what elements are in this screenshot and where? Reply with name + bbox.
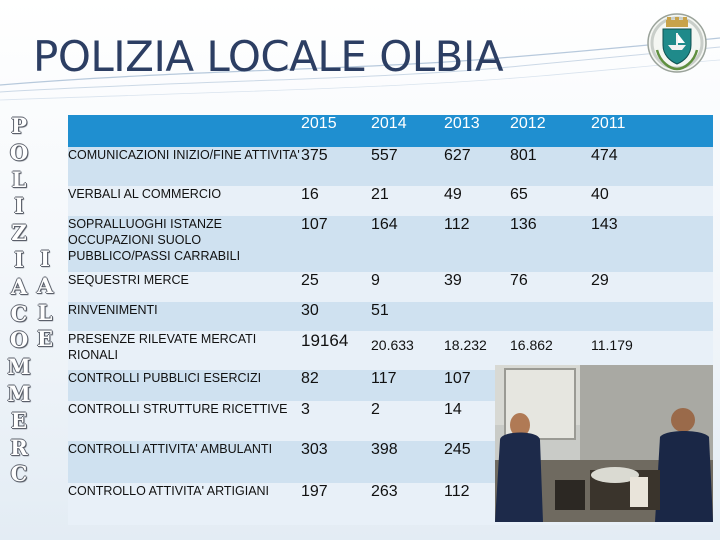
cell-value: 112 [444,216,470,233]
table-row [68,147,713,186]
cell-value: 16 [301,186,319,203]
side-letter: L [37,299,53,325]
cell-value: 40 [591,186,609,203]
cell-value: 303 [301,441,328,458]
cell-value: 21 [371,186,389,203]
cell-value: 20.633 [371,337,414,353]
cell-value: 76 [510,272,528,289]
cell-value: 801 [510,147,537,164]
side-letter: C [10,461,28,487]
side-title-column-1 [6,113,32,488]
municipal-crest-icon [646,12,708,74]
row-label: CONTROLLI STRUTTURE RICETTIVE [68,402,288,416]
cell-value: 25 [301,272,319,289]
side-letter: I [14,246,24,272]
cell-value: 39 [444,272,462,289]
cell-value: 11.179 [591,337,633,353]
cell-value: 136 [510,216,537,233]
cell-value: 117 [371,370,397,387]
side-letter: I [40,246,50,271]
row-label: SOPRALLUOGHI ISTANZE OCCUPAZIONI SUOLO PUBBLICO/PASSI CARRABILI [68,217,241,263]
cell-value: 474 [591,147,618,164]
cell-value: 82 [301,370,319,387]
cell-value: 245 [444,441,471,458]
table-header-row [68,115,713,147]
table-row [68,186,713,216]
cell-value: 263 [371,483,398,500]
side-letter: P [11,113,27,138]
row-label: CONTROLLO ATTIVITA' ARTIGIANI [68,484,270,498]
cell-value: 398 [371,441,398,458]
column-header: 2013 [444,115,480,132]
cell-value: 14 [444,401,462,418]
cell-value: 30 [301,302,319,319]
side-letter: M [7,354,31,380]
row-label: PRESENZE RILEVATE MERCATI RIONALI [68,332,257,362]
column-header [68,115,301,147]
cell-value: 16.862 [510,337,553,353]
column-header: 2011 [591,115,626,132]
cell-value [510,302,591,331]
table-row [68,272,713,302]
row-label: CONTROLLI ATTIVITA' AMBULANTI [68,442,273,456]
side-letter: C [10,300,28,326]
police-officers-photo [495,365,713,522]
side-letter: E [10,407,27,433]
cell-value: 51 [371,302,389,319]
row-label: SEQUESTRI MERCE [68,273,189,287]
side-letter: I [14,193,24,219]
side-letter: E [36,326,53,352]
row-label: RINVENIMENTI [68,303,158,317]
column-header: 2014 [371,115,407,132]
cell-value: 9 [371,272,380,289]
cell-value: 164 [371,216,398,233]
page-title: POLIZIA LOCALE OLBIA [33,32,504,81]
cell-value: 3 [301,401,310,418]
table-row [68,216,713,272]
column-header: 2012 [510,115,546,132]
side-letter: O [9,327,29,353]
cell-value: 143 [591,216,618,233]
cell-value: 29 [591,272,609,289]
cell-value: 19164 [301,331,349,350]
side-letter: M [7,380,31,406]
cell-value [591,302,713,331]
cell-value: 107 [301,216,328,233]
row-label: CONTROLLI PUBBLICI ESERCIZI [68,371,262,385]
row-label: COMUNICAZIONI INIZIO/FINE ATTIVITA' [68,148,300,162]
side-letter: R [10,434,28,460]
side-letter: O [9,139,29,165]
cell-value: 112 [444,483,470,500]
cell-value: 2 [371,401,380,418]
side-letter: L [11,166,27,192]
cell-value: 49 [444,186,462,203]
cell-value: 18.232 [444,337,487,353]
column-header: 2015 [301,115,337,132]
side-letter: Z [11,220,27,246]
cell-value: 107 [444,370,471,387]
cell-value [444,302,510,331]
side-title-column-2 [32,246,58,353]
cell-value: 627 [444,147,471,164]
cell-value: 197 [301,483,328,500]
table-row [68,302,713,331]
row-label: VERBALI AL COMMERCIO [68,187,222,201]
side-letter: A [10,273,28,299]
cell-value: 557 [371,147,398,164]
cell-value: 65 [510,186,528,203]
cell-value: 375 [301,147,328,164]
side-letter: A [36,272,54,298]
